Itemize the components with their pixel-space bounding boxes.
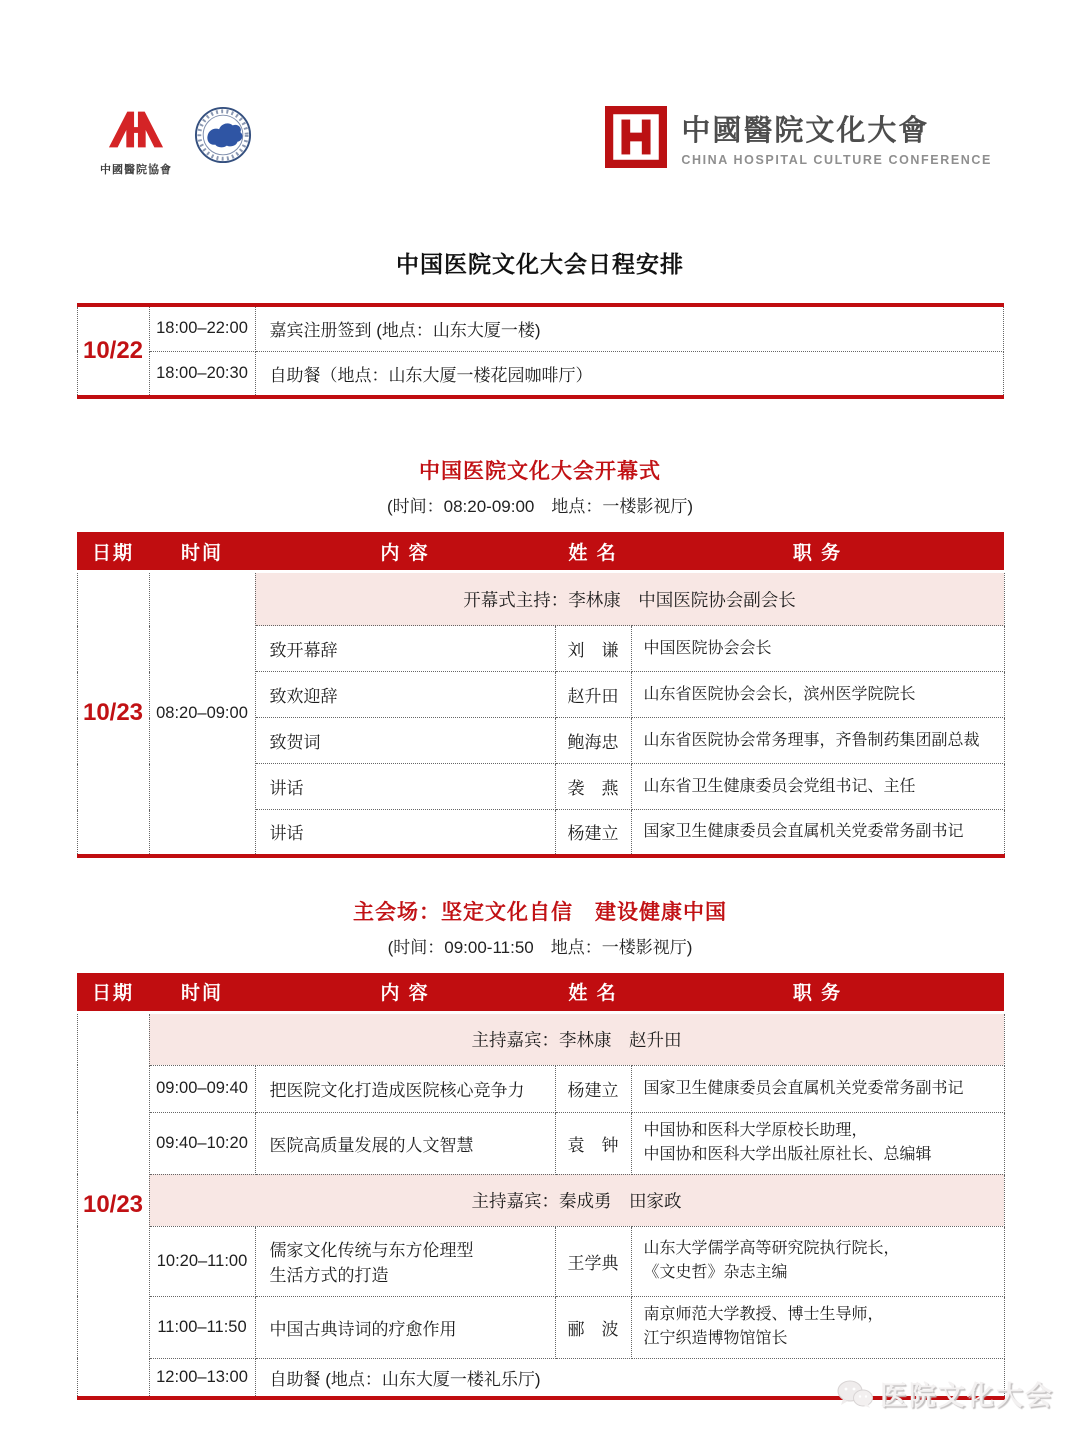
role-cell: 山东省医院协会常务理事，齐鲁制药集团副总裁	[631, 718, 1004, 764]
name-cell: 鲍海忠	[555, 718, 631, 764]
role-cell: 南京师范大学教授、博士生导师， 江宁织造博物馆馆长	[631, 1296, 1004, 1358]
conference-logo	[605, 106, 992, 168]
date-cell: 10/23	[77, 572, 149, 856]
name-cell: 赵升田	[555, 672, 631, 718]
time-cell: 12:00–13:00	[149, 1358, 255, 1398]
table-row	[77, 1112, 1004, 1174]
host-row	[77, 1174, 1004, 1226]
wechat-icon	[837, 1379, 873, 1409]
name-cell: 郦 波	[555, 1296, 631, 1358]
main-session-table	[77, 973, 1005, 1401]
page-header	[0, 0, 1080, 196]
table-row	[77, 305, 1003, 351]
day1-table	[77, 303, 1004, 399]
date-cell: 10/23	[77, 1012, 149, 1398]
host-row	[77, 1012, 1004, 1065]
name-cell: 王学典	[555, 1226, 631, 1296]
content-cell: 自助餐 (地点：山东大厦一楼礼乐厅)	[255, 1358, 1004, 1398]
column-header-date: 日期	[77, 532, 149, 572]
column-header-role: 职 务	[631, 532, 1004, 572]
role-cell: 国家卫生健康委员会直属机关党委常务副书记	[631, 810, 1004, 856]
column-header-time: 时间	[149, 973, 255, 1013]
hospital-association-emblem-icon	[107, 106, 165, 154]
conference-brand-text	[681, 108, 992, 167]
role-cell: 中国医院协会会长	[631, 626, 1004, 672]
chcc-square-h-mark-icon	[605, 106, 667, 168]
content-cell: 医院高质量发展的人文智慧	[255, 1112, 555, 1174]
table-row	[77, 351, 1003, 397]
content-cell: 致开幕辞	[255, 626, 555, 672]
role-cell: 山东省医院协会会长，滨州医学院院长	[631, 672, 1004, 718]
content-cell: 致贺词	[255, 718, 555, 764]
opening-table	[77, 532, 1005, 858]
content-cell: 嘉宾注册签到 (地点：山东大厦一楼)	[255, 305, 1003, 351]
content-cell: 自助餐（地点：山东大厦一楼花园咖啡厅）	[255, 351, 1003, 397]
host-cell: 主持嘉宾：秦成勇 田家政	[149, 1174, 1004, 1226]
time-cell: 10:20–11:00	[149, 1226, 255, 1296]
association-name: 中國醫院協會	[100, 164, 172, 176]
opening-section-title: 中国医院文化大会开幕式	[419, 460, 661, 483]
table-header-row	[77, 532, 1004, 572]
main-session-subtitle: (时间：09:00-11:50 地点：一楼影视厅)	[387, 937, 693, 957]
association-logo	[88, 106, 184, 177]
role-cell: 山东省卫生健康委员会党组书记、主任	[631, 764, 1004, 810]
name-cell: 袭 燕	[555, 764, 631, 810]
role-cell: 中国协和医科大学原校长助理， 中国协和医科大学出版社原社长、总编辑	[631, 1112, 1004, 1174]
table-row	[77, 1065, 1004, 1112]
content-cell: 把医院文化打造成医院核心竞争力	[255, 1065, 555, 1112]
schedule-sheet	[77, 303, 1004, 1400]
name-cell: 袁 钟	[555, 1112, 631, 1174]
watermark-text: 医院文化大会	[880, 1381, 1054, 1411]
content-cell: 讲话	[255, 810, 555, 856]
content-cell: 中国古典诗词的疗愈作用	[255, 1296, 555, 1358]
content-cell: 致欢迎辞	[255, 672, 555, 718]
column-header-name: 姓 名	[555, 973, 631, 1013]
column-header-time: 时间	[149, 532, 255, 572]
table-header-row	[77, 973, 1004, 1013]
time-cell: 08:20–09:00	[149, 572, 255, 856]
content-cell: 儒家文化传统与东方伦理型 生活方式的打造	[255, 1226, 555, 1296]
watermark	[837, 1374, 1054, 1413]
role-cell: 国家卫生健康委员会直属机关党委常务副书记	[631, 1065, 1004, 1112]
host-row	[77, 572, 1004, 626]
host-cell: 主持嘉宾：李林康 赵升田	[149, 1012, 1004, 1065]
role-cell: 山东大学儒学高等研究院执行院长， 《文史哲》杂志主编	[631, 1226, 1004, 1296]
column-header-role: 职 务	[631, 973, 1004, 1013]
brand-subtitle: CHINA HOSPITAL CULTURE CONFERENCE	[681, 152, 992, 167]
opening-section-subtitle: (时间：08:20-09:00 地点：一楼影视厅)	[386, 497, 694, 516]
brand-title: 中國醫院文化大會	[681, 114, 930, 147]
page-title: 中国医院文化大会日程安排	[396, 251, 684, 277]
shandong-association-seal-icon	[194, 106, 252, 164]
time-cell: 11:00–11:50	[149, 1296, 255, 1358]
time-cell: 09:00–09:40	[149, 1065, 255, 1112]
column-header-content: 内 容	[255, 973, 555, 1013]
name-cell: 杨建立	[555, 1065, 631, 1112]
name-cell: 杨建立	[555, 810, 631, 856]
host-cell: 开幕式主持：李林康 中国医院协会副会长	[255, 572, 1004, 626]
time-cell: 18:00–22:00	[149, 305, 255, 351]
table-row	[77, 1226, 1004, 1296]
column-header-name: 姓 名	[555, 532, 631, 572]
table-row	[77, 1296, 1004, 1358]
column-header-content: 内 容	[255, 532, 555, 572]
name-cell: 刘 谦	[555, 626, 631, 672]
main-session-title: 主会场：坚定文化自信 建设健康中国	[353, 900, 727, 924]
content-cell: 讲话	[255, 764, 555, 810]
time-cell: 18:00–20:30	[149, 351, 255, 397]
time-cell: 09:40–10:20	[149, 1112, 255, 1174]
column-header-date: 日期	[77, 973, 149, 1013]
left-logos	[88, 106, 252, 177]
date-cell: 10/22	[77, 305, 149, 397]
